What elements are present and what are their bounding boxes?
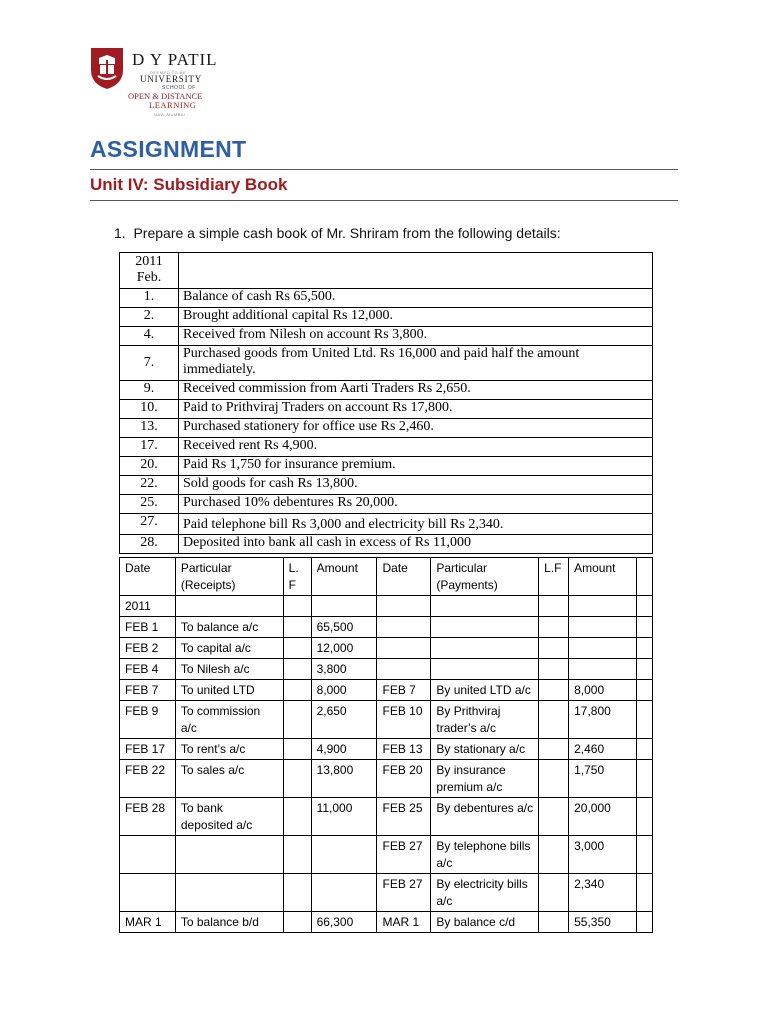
date-payment: FEB 10 <box>377 701 431 739</box>
cash-book-row <box>120 680 653 701</box>
particular-receipt: To sales a/c <box>175 760 283 798</box>
details-date: 4. <box>120 327 179 346</box>
particular-receipt: To commission a/c <box>175 701 283 739</box>
blank-cell <box>636 558 652 596</box>
header-particular-payment: Particular (Payments) <box>431 558 539 596</box>
amount-receipt: 66,300 <box>311 912 377 933</box>
amount-receipt: 3,800 <box>311 659 377 680</box>
page-title: ASSIGNMENT <box>90 136 247 162</box>
details-year-cell <box>120 253 179 289</box>
lf-payment <box>539 617 569 638</box>
particular-receipt: To bank deposited a/c <box>175 798 283 836</box>
logo-school: SCHOOL OF <box>162 85 196 91</box>
blank-cell <box>636 638 652 659</box>
details-date: 27. <box>120 514 179 535</box>
details-year: 2011 <box>135 254 163 269</box>
particular-receipt <box>175 596 283 617</box>
lf-payment <box>539 798 569 836</box>
header-lf-receipt: L. F <box>283 558 311 596</box>
details-date: 17. <box>120 438 179 457</box>
details-date: 25. <box>120 495 179 514</box>
amount-receipt: 4,900 <box>311 739 377 760</box>
details-text: Paid to Prithviraj Traders on account Rs 17,800. <box>179 400 653 419</box>
blank-cell <box>636 659 652 680</box>
date-payment: FEB 13 <box>377 739 431 760</box>
details-text: Sold goods for cash Rs 13,800. <box>179 476 653 495</box>
particular-payment: By united LTD a/c <box>431 680 539 701</box>
amount-payment <box>569 596 637 617</box>
title-divider <box>90 169 678 170</box>
details-row <box>120 457 653 476</box>
cash-book-row <box>120 836 653 874</box>
details-text: Paid telephone bill Rs 3,000 and electricity bill Rs 2,340. <box>179 514 653 535</box>
amount-payment: 55,350 <box>569 912 637 933</box>
logo-line2: LEARNING <box>149 100 197 110</box>
details-row <box>120 308 653 327</box>
date-receipt: FEB 7 <box>120 680 176 701</box>
date-payment <box>377 596 431 617</box>
blank-cell <box>636 874 652 912</box>
blank-cell <box>636 617 652 638</box>
date-receipt: FEB 9 <box>120 701 176 739</box>
particular-receipt: To united LTD <box>175 680 283 701</box>
amount-payment: 3,000 <box>569 836 637 874</box>
header-lf-payment: L.F <box>539 558 569 596</box>
date-payment <box>377 659 431 680</box>
unit-heading: Unit IV: Subsidiary Book <box>90 175 288 194</box>
amount-receipt: 2,650 <box>311 701 377 739</box>
details-row <box>120 495 653 514</box>
details-text: Purchased goods from United Ltd. Rs 16,000 and paid half the amount immediately. <box>179 346 653 381</box>
lf-payment <box>539 659 569 680</box>
details-row <box>120 327 653 346</box>
header-date-payment: Date <box>377 558 431 596</box>
header-date-receipt: Date <box>120 558 176 596</box>
details-row <box>120 400 653 419</box>
transaction-details-table <box>119 252 653 554</box>
date-receipt: 2011 <box>120 596 176 617</box>
date-receipt: FEB 17 <box>120 739 176 760</box>
lf-receipt <box>283 760 311 798</box>
lf-payment <box>539 912 569 933</box>
university-logo <box>90 44 230 124</box>
particular-receipt: To capital a/c <box>175 638 283 659</box>
blank-cell <box>636 912 652 933</box>
blank-cell <box>636 739 652 760</box>
date-receipt: FEB 22 <box>120 760 176 798</box>
amount-receipt <box>311 874 377 912</box>
particular-payment: By telephone bills a/c <box>431 836 539 874</box>
details-row <box>120 535 653 554</box>
cash-book-row <box>120 596 653 617</box>
cash-book-row <box>120 659 653 680</box>
details-row <box>120 476 653 495</box>
lf-receipt <box>283 596 311 617</box>
lf-payment <box>539 638 569 659</box>
lf-payment <box>539 596 569 617</box>
particular-payment <box>431 617 539 638</box>
lf-payment <box>539 739 569 760</box>
details-date: 9. <box>120 381 179 400</box>
cash-book-row <box>120 701 653 739</box>
particular-payment <box>431 596 539 617</box>
lf-receipt <box>283 739 311 760</box>
amount-receipt <box>311 596 377 617</box>
details-row <box>120 514 653 535</box>
amount-payment: 8,000 <box>569 680 637 701</box>
question-text: 1. Prepare a simple cash book of Mr. Shriram from the following details: <box>114 225 561 241</box>
amount-receipt: 11,000 <box>311 798 377 836</box>
details-header-row <box>120 253 653 289</box>
logo-university: UNIVERSITY <box>140 74 202 84</box>
lf-payment <box>539 836 569 874</box>
particular-payment: By Prithviraj trader’s a/c <box>431 701 539 739</box>
details-text: Purchased 10% debentures Rs 20,000. <box>179 495 653 514</box>
cash-book-row <box>120 760 653 798</box>
date-payment: FEB 27 <box>377 836 431 874</box>
lf-receipt <box>283 638 311 659</box>
particular-payment: By insurance premium a/c <box>431 760 539 798</box>
particular-receipt: To rent’s a/c <box>175 739 283 760</box>
details-text: Received rent Rs 4,900. <box>179 438 653 457</box>
lf-payment <box>539 760 569 798</box>
date-receipt: FEB 2 <box>120 638 176 659</box>
cash-book-row <box>120 874 653 912</box>
amount-payment <box>569 659 637 680</box>
blank-cell <box>636 760 652 798</box>
details-month: Feb. <box>136 270 162 285</box>
cash-book-row <box>120 739 653 760</box>
lf-receipt <box>283 680 311 701</box>
amount-payment: 2,460 <box>569 739 637 760</box>
particular-receipt <box>175 836 283 874</box>
details-row <box>120 381 653 400</box>
date-payment <box>377 638 431 659</box>
cash-book-table <box>119 557 653 933</box>
date-payment: FEB 7 <box>377 680 431 701</box>
blank-cell <box>636 798 652 836</box>
details-blank-cell <box>179 253 653 289</box>
date-payment: FEB 20 <box>377 760 431 798</box>
cash-book-row <box>120 912 653 933</box>
lf-receipt <box>283 798 311 836</box>
date-receipt: FEB 28 <box>120 798 176 836</box>
details-text: Brought additional capital Rs 12,000. <box>179 308 653 327</box>
details-text: Deposited into bank all cash in excess of Rs 11,000 <box>179 535 653 554</box>
particular-receipt: To balance b/d <box>175 912 283 933</box>
details-date: 20. <box>120 457 179 476</box>
date-receipt <box>120 874 176 912</box>
lf-receipt <box>283 701 311 739</box>
particular-payment <box>431 659 539 680</box>
blank-cell <box>636 596 652 617</box>
amount-payment: 1,750 <box>569 760 637 798</box>
header-amount-receipt: Amount <box>311 558 377 596</box>
particular-receipt <box>175 874 283 912</box>
header-amount-payment: Amount <box>569 558 637 596</box>
details-text: Received from Nilesh on account Rs 3,800. <box>179 327 653 346</box>
date-payment: FEB 27 <box>377 874 431 912</box>
amount-payment: 17,800 <box>569 701 637 739</box>
details-date: 2. <box>120 308 179 327</box>
lf-receipt <box>283 874 311 912</box>
date-receipt: MAR 1 <box>120 912 176 933</box>
lf-payment <box>539 701 569 739</box>
amount-payment <box>569 638 637 659</box>
lf-payment <box>539 874 569 912</box>
details-date: 7. <box>120 346 179 381</box>
date-receipt: FEB 1 <box>120 617 176 638</box>
particular-receipt: To balance a/c <box>175 617 283 638</box>
logo-name: D Y PATIL <box>132 50 218 69</box>
details-row <box>120 419 653 438</box>
date-receipt: FEB 4 <box>120 659 176 680</box>
particular-payment: By stationary a/c <box>431 739 539 760</box>
details-date: 10. <box>120 400 179 419</box>
amount-payment: 2,340 <box>569 874 637 912</box>
details-date: 28. <box>120 535 179 554</box>
details-row <box>120 289 653 308</box>
lf-receipt <box>283 659 311 680</box>
particular-payment: By debentures a/c <box>431 798 539 836</box>
lf-receipt <box>283 836 311 874</box>
details-date: 13. <box>120 419 179 438</box>
amount-receipt: 8,000 <box>311 680 377 701</box>
blank-cell <box>636 701 652 739</box>
particular-receipt: To Nilesh a/c <box>175 659 283 680</box>
date-payment: MAR 1 <box>377 912 431 933</box>
particular-payment: By balance c/d <box>431 912 539 933</box>
amount-payment <box>569 617 637 638</box>
details-text: Purchased stationery for office use Rs 2,460. <box>179 419 653 438</box>
amount-receipt <box>311 836 377 874</box>
details-date: 1. <box>120 289 179 308</box>
logo-city: NAVI MUMBAI <box>154 112 186 117</box>
logo-tagline: DEEMED TO BE <box>150 70 187 75</box>
amount-payment: 20,000 <box>569 798 637 836</box>
cash-book-header-row <box>120 558 653 596</box>
logo-line1: OPEN & DISTANCE <box>128 91 203 101</box>
lf-payment <box>539 680 569 701</box>
amount-receipt: 65,500 <box>311 617 377 638</box>
particular-payment <box>431 638 539 659</box>
blank-cell <box>636 836 652 874</box>
cash-book-row <box>120 798 653 836</box>
unit-divider <box>90 200 678 201</box>
details-text: Balance of cash Rs 65,500. <box>179 289 653 308</box>
date-payment <box>377 617 431 638</box>
lf-receipt <box>283 912 311 933</box>
blank-cell <box>636 680 652 701</box>
details-row <box>120 346 653 381</box>
details-date: 22. <box>120 476 179 495</box>
date-payment: FEB 25 <box>377 798 431 836</box>
cash-book-row <box>120 617 653 638</box>
date-receipt <box>120 836 176 874</box>
details-text: Paid Rs 1,750 for insurance premium. <box>179 457 653 476</box>
header-particular-receipt: Particular (Receipts) <box>175 558 283 596</box>
particular-payment: By electricity bills a/c <box>431 874 539 912</box>
lf-receipt <box>283 617 311 638</box>
university-crest-icon <box>90 46 124 90</box>
details-row <box>120 438 653 457</box>
amount-receipt: 12,000 <box>311 638 377 659</box>
cash-book-row <box>120 638 653 659</box>
details-text: Received commission from Aarti Traders Rs 2,650. <box>179 381 653 400</box>
amount-receipt: 13,800 <box>311 760 377 798</box>
